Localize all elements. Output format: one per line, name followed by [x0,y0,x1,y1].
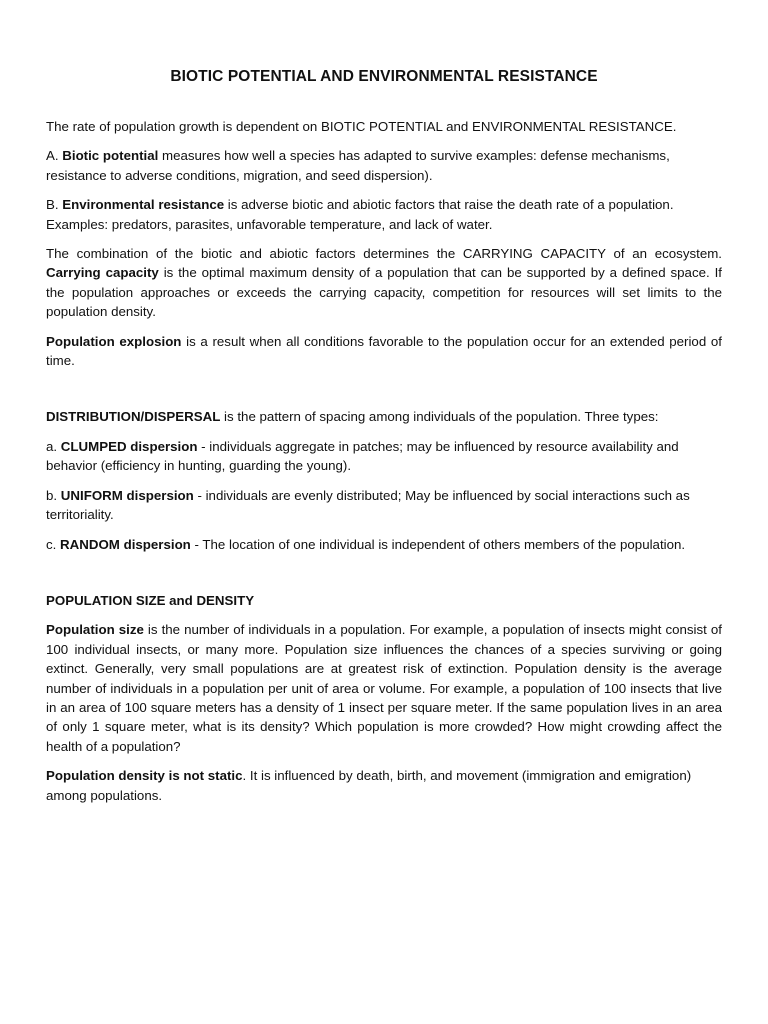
distribution-text: is the pattern of spacing among individuals of the population. Three types: [220,409,659,425]
population-size-term: Population size [46,622,144,638]
random-dispersion-text: - The location of one individual is independent of others members of the population. [190,536,686,552]
clumped-prefix: a. [46,438,61,454]
population-explosion-term: Population explosion [46,333,182,349]
distribution-term: DISTRIBUTION/DISPERSAL [46,409,221,425]
environmental-prefix: B. [46,197,63,213]
document-page [46,68,722,815]
intro-paragraph: The rate of population growth is dependent on BIOTIC POTENTIAL and ENVIRONMENTAL RESISTANCE. [46,119,677,134]
uniform-dispersion-text: - individuals are evenly distributed; May be influenced by social interactions such as territoriality. [46,487,690,523]
environmental-resistance-term: Environmental resistance [62,197,225,213]
clumped-dispersion-paragraph [46,437,722,476]
uniform-dispersion-term: UNIFORM dispersion [60,487,194,503]
population-size-heading-text: POPULATION SIZE and DENSITY [46,592,255,608]
carrying-capacity-term: Carrying capacity [46,265,159,281]
population-explosion-text: is a result when all conditions favorable to the population occur for an extended period of time. [46,333,722,369]
biotic-potential-text: measures how well a species has adapted to survive examples: defense mechanisms, resistance to adverse conditions, migration, and seed dispersion). [46,148,670,183]
carrying-capacity-lead: The combination of the biotic and abiotic factors determines the CARRYING CAPACITY of an ecosystem. [46,246,722,262]
uniform-prefix: b. [46,487,61,503]
environmental-resistance-paragraph [46,195,722,234]
population-density-term: Population density is not static [46,768,243,784]
biotic-potential-paragraph [46,146,722,185]
section-spacer [46,380,722,407]
population-density-paragraph [46,766,722,805]
population-density-text: . It is influenced by death, birth, and movement (immigration and emigration) among populations. [46,768,692,803]
population-size-heading [46,591,722,610]
clumped-dispersion-text: - individuals aggregate in patches; may be influenced by resource availability and behavior (efficiency in hunting, guarding the young). [46,438,679,474]
random-dispersion-paragraph [46,535,722,554]
random-prefix: c. [46,536,61,552]
biotic-prefix: A. [46,148,63,164]
population-explosion-paragraph [46,332,722,371]
population-size-paragraph [46,620,722,756]
random-dispersion-term: RANDOM dispersion [60,536,191,552]
document-title: BIOTIC POTENTIAL AND ENVIRONMENTAL RESISTANCE [170,68,598,85]
clumped-dispersion-term: CLUMPED dispersion [60,438,198,454]
carrying-capacity-text: is the optimal maximum density of a population that can be supported by a defined space. If the population approaches or exceeds the carrying capacity, competition for resources will set limits to the population density. [46,265,722,320]
biotic-potential-term: Biotic potential [62,148,159,164]
section-spacer [46,564,722,591]
population-size-text: is the number of individuals in a population. For example, a population of insects might consist of 100 individual insects, or many more. Population size influences the chances of a species surviving or going extinct. Generally, very small populations are at greatest risk of extinction. Population density is the average number of individuals in a population per unit of area or volume. For example, a population of 100 insects that live in an area of 100 square meters has a density of 1 insect per square meter. If the same population lives in an area of only 1 square meter, what is its density? Which population is more crowded? How might crowding affect the health of a population? [46,622,722,754]
environmental-resistance-text: is adverse biotic and abiotic factors that raise the death rate of a population. Examples: predators, parasites, unfavorable temperature, and lack of water. [46,197,674,232]
distribution-paragraph [46,407,722,426]
carrying-capacity-paragraph [46,244,722,322]
uniform-dispersion-paragraph [46,486,722,525]
